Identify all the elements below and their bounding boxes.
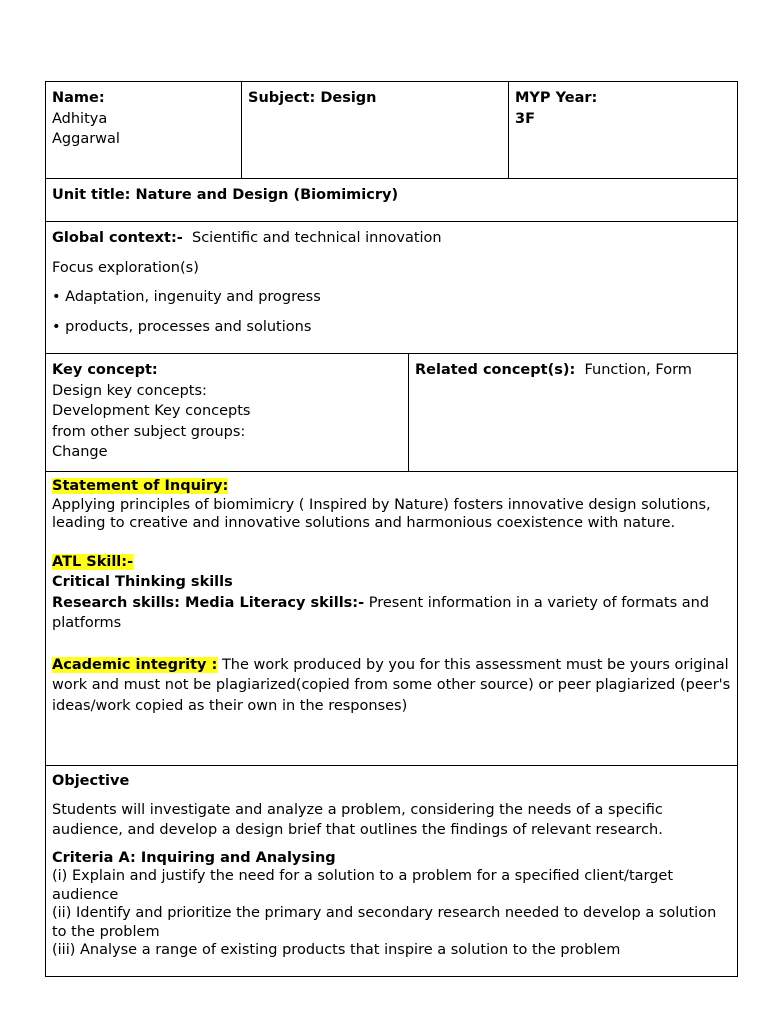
header-row — [46, 82, 738, 179]
key-concept-line-3: from other subject groups: — [52, 423, 246, 440]
criteria-a-label: Criteria A: Inquiring and Analysing — [52, 849, 336, 866]
statement-of-inquiry-text: Applying principles of biomimicry ( Inspired by Nature) fosters innovative design solutions, leading to creative and innovative solutions and harmonious coexistence with nature. — [52, 496, 711, 531]
unit-title-cell — [46, 179, 738, 222]
objective-label: Objective — [52, 773, 130, 789]
name-line1: Adhitya — [52, 110, 108, 127]
name-cell — [46, 82, 242, 179]
objective-cell — [46, 766, 738, 977]
critical-thinking-label: Critical Thinking skills — [52, 574, 233, 590]
statement-of-inquiry-label: Statement of Inquiry: — [52, 478, 229, 494]
inquiry-row — [46, 472, 738, 766]
subject-label: Subject: Design — [248, 90, 377, 106]
unit-planner-table — [45, 81, 738, 977]
related-concept-value: Function, Form — [584, 362, 692, 378]
academic-integrity-label: Academic integrity : — [52, 656, 218, 673]
unit-title: Unit title: Nature and Design (Biomimicry) — [52, 187, 399, 203]
name-line2: Aggarwal — [52, 131, 120, 147]
criteria-item-1: (i) Explain and justify the need for a solution to a problem for a specified client/target audience — [52, 868, 674, 903]
focus-bullet-1: • Adaptation, ingenuity and progress — [52, 289, 321, 305]
key-concept-line-2: Development Key concepts — [52, 403, 251, 419]
research-skills-label: Research skills: Media Literacy skills:- — [52, 594, 365, 611]
academic-integrity-text: The work produced by you for this assessment must be yours original work and must not be plagiarized(copied from some other source) or peer plagiarized (peer's ideas/work copied as their own in the responses) — [52, 656, 731, 714]
myp-cell — [509, 82, 738, 179]
key-concept-line-1: Design key concepts: — [52, 382, 207, 399]
concept-row — [46, 354, 738, 472]
objective-row — [46, 766, 738, 977]
myp-label: MYP Year: — [515, 90, 598, 106]
related-concept-cell — [409, 354, 738, 472]
global-context-cell — [46, 222, 738, 354]
research-skills-line — [52, 593, 731, 634]
name-label: Name: — [52, 90, 105, 106]
subject-cell — [242, 82, 509, 179]
global-context-value: Scientific and technical innovation — [191, 230, 442, 246]
inquiry-cell — [46, 472, 738, 766]
key-concept-label: Key concept: — [52, 362, 158, 378]
objective-text: Students will investigate and analyze a problem, considering the needs of a specific audience, and develop a design brief that outlines the findings of relevant research. — [52, 801, 663, 838]
academic-integrity-paragraph — [52, 655, 731, 717]
unit-title-row — [46, 179, 738, 222]
focus-bullet-2: • products, processes and solutions — [52, 318, 312, 335]
atl-skill-label: ATL Skill:- — [52, 553, 134, 570]
global-context-label: Global context:- — [52, 230, 183, 246]
key-concept-cell — [46, 354, 409, 472]
criteria-item-3: (iii) Analyse a range of existing products that inspire a solution to the problem — [52, 942, 621, 958]
research-skills-text: Present information in a variety of formats and platforms — [52, 594, 710, 631]
focus-exploration-label: Focus exploration(s) — [52, 259, 199, 276]
global-context-line — [52, 224, 731, 254]
myp-value: 3F — [515, 110, 535, 127]
related-concept-label: Related concept(s): — [415, 362, 576, 378]
global-context-row — [46, 222, 738, 354]
key-concept-line-4: Change — [52, 444, 108, 460]
criteria-item-2: (ii) Identify and prioritize the primary and secondary research needed to develop a solution to the problem — [52, 905, 717, 940]
